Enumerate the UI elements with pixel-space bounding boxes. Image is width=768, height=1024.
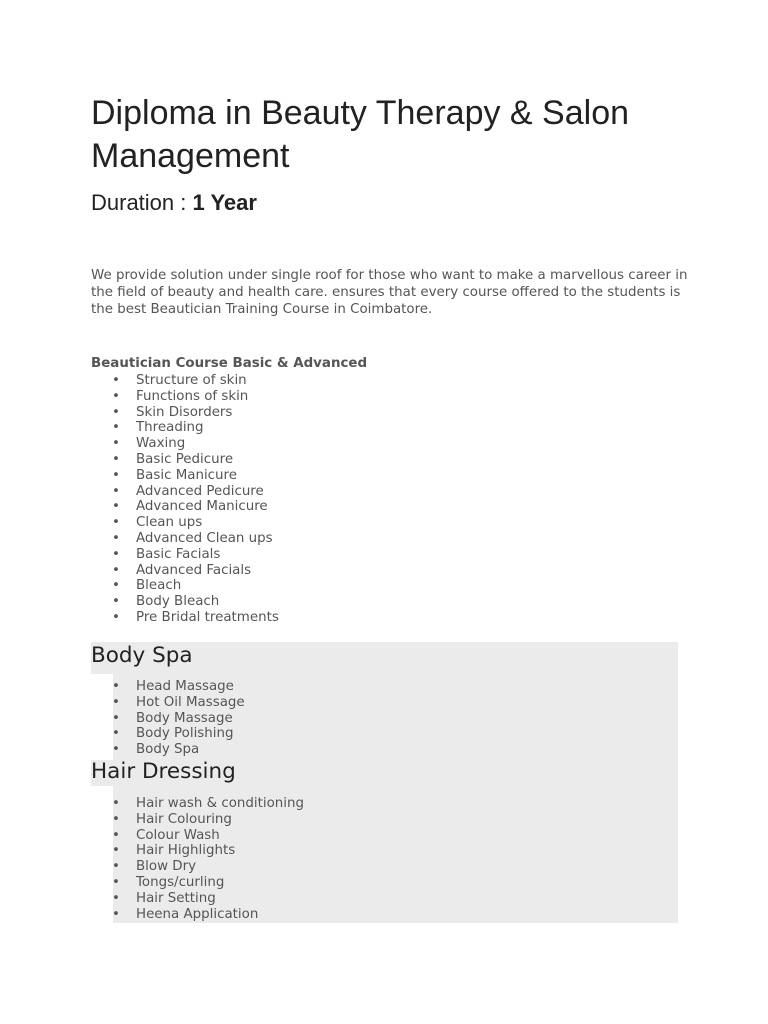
hair-dressing-heading: Hair Dressing xyxy=(91,759,236,784)
list-item: • Advanced Manicure xyxy=(91,499,279,515)
list-item: • Advanced Clean ups xyxy=(91,531,279,547)
list-item: • Advanced Pedicure xyxy=(91,484,279,500)
beautician-course-heading: Beautician Course Basic & Advanced xyxy=(91,356,368,371)
list-item: • Basic Manicure xyxy=(91,468,279,484)
list-item: • Body Massage xyxy=(91,711,245,727)
list-item: • Structure of skin xyxy=(91,373,279,389)
list-item: • Basic Facials xyxy=(91,547,279,563)
list-item: • Functions of skin xyxy=(91,389,279,405)
list-item: • Tongs/curling xyxy=(91,875,304,891)
body-spa-list xyxy=(91,679,245,758)
list-item: • Head Massage xyxy=(91,679,245,695)
body-spa-heading: Body Spa xyxy=(91,643,193,668)
list-item: • Heena Application xyxy=(91,907,304,923)
list-item: • Hair Highlights xyxy=(91,843,304,859)
page-title: Diploma in Beauty Therapy & Salon Management xyxy=(91,94,630,175)
list-item: • Basic Pedicure xyxy=(91,452,279,468)
intro-paragraph: We provide solution under single roof for those who want to make a marvellous career in the field of beauty and health care. ensures that every course offered to the students is the best Beautician Training Course in Coimbatore. xyxy=(91,268,688,318)
list-item: • Advanced Facials xyxy=(91,563,279,579)
list-item: • Body Spa xyxy=(91,742,245,758)
list-item: • Skin Disorders xyxy=(91,405,279,421)
list-item: • Colour Wash xyxy=(91,828,304,844)
list-item: • Hot Oil Massage xyxy=(91,695,245,711)
duration-label: Duration : xyxy=(91,190,193,215)
list-item: • Clean ups xyxy=(91,515,279,531)
list-item: • Threading xyxy=(91,420,279,436)
duration-value: 1 Year xyxy=(192,190,257,215)
hair-dressing-list xyxy=(91,796,304,922)
list-item: • Hair wash & conditioning xyxy=(91,796,304,812)
beautician-course-list xyxy=(91,373,279,626)
list-item: • Body Bleach xyxy=(91,594,279,610)
list-item: • Waxing xyxy=(91,436,279,452)
list-item: • Hair Setting xyxy=(91,891,304,907)
list-item: • Pre Bridal treatments xyxy=(91,610,279,626)
list-item: • Hair Colouring xyxy=(91,812,304,828)
list-item: • Body Polishing xyxy=(91,726,245,742)
list-item: • Blow Dry xyxy=(91,859,304,875)
list-item: • Bleach xyxy=(91,578,279,594)
course-duration xyxy=(91,189,257,217)
